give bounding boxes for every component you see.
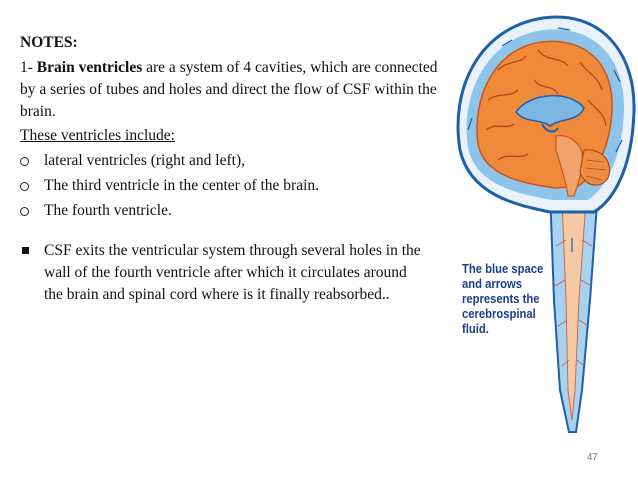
- caption-line: cerebrospinal: [462, 307, 536, 321]
- point-number: 1-: [20, 59, 37, 76]
- csf-bullet: CSF exits the ventricular system through several holes in the wall of the fourth ventricle after which it circulates around the brain and spinal cord where is it finally reabsorbed..: [20, 240, 424, 306]
- notes-text-block: [20, 32, 440, 306]
- ventricles-heading: These ventricles include:: [20, 127, 175, 144]
- page-number: 47: [586, 452, 598, 463]
- caption-line: and arrows: [462, 277, 523, 291]
- caption-line: The blue space: [462, 262, 544, 276]
- brain-ventricles-term: Brain ventricles: [36, 59, 143, 76]
- point-brain-ventricles: [20, 57, 440, 123]
- list-item: The fourth ventricle.: [20, 200, 440, 222]
- caption-line: fluid.: [462, 322, 489, 336]
- notes-title: NOTES:: [20, 34, 78, 51]
- figure-caption: [462, 262, 552, 337]
- brain-csf-illustration: [438, 0, 638, 440]
- list-item: lateral ventricles (right and left),: [20, 150, 440, 172]
- point-text: are a system of 4 cavities, which are connected by a series of tubes and holes and direct the flow of CSF within the brain.: [20, 59, 438, 120]
- caption-line: represents the: [462, 292, 540, 306]
- list-item: The third ventricle in the center of the brain.: [20, 175, 440, 197]
